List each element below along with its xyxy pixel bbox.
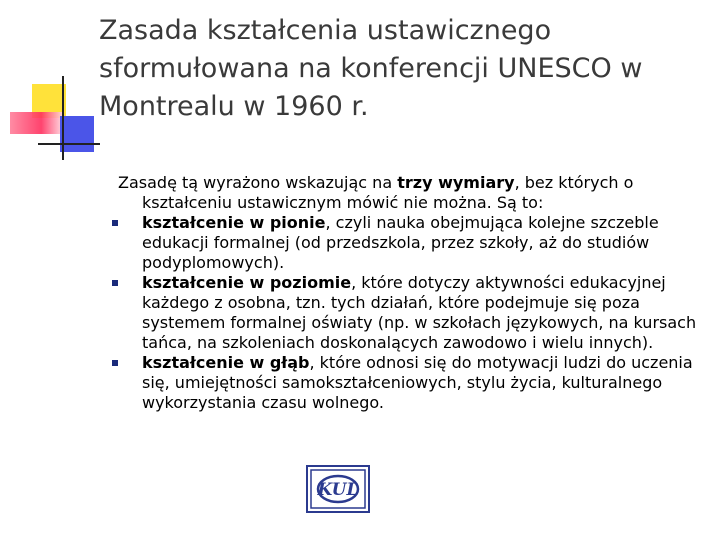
point-bold: kształcenie w poziomie	[142, 273, 352, 292]
point-text: , które dotyczy aktywności edukacyjnej każdego z osobna, tzn. tych działań, które podejmuje się poza systemem formalnej oświaty (np. w szkołach językowych, na kursach tańca, na szkoleniach doskonalących zawodowo i wielu innych).	[142, 273, 697, 352]
list-item	[118, 213, 708, 273]
intro-paragraph	[118, 173, 708, 213]
points-list	[118, 213, 708, 413]
point-text: , czyli nauka obejmująca kolejne szczeble edukacji formalnej (od przedszkola, przez szkoły, aż do studiów podyplomowych).	[142, 213, 659, 272]
slide-title: Zasada kształcenia ustawicznego sformułowana na konferencji UNESCO w Montrealu w 1960 r.	[99, 15, 643, 122]
decorative-corner-graphic	[0, 0, 110, 170]
square-bullet-icon	[112, 360, 118, 366]
intro-text-pre: Zasadę tą wyrażono wskazując na	[118, 173, 398, 192]
slide-body	[118, 173, 708, 413]
list-item	[118, 273, 708, 353]
blue-square	[60, 116, 94, 152]
list-item	[118, 353, 708, 413]
kul-logo	[306, 465, 370, 513]
point-bold: kształcenie w głąb	[142, 353, 310, 372]
square-bullet-icon	[112, 280, 118, 286]
kul-logo-icon	[306, 465, 370, 513]
svg-text:KUL: KUL	[317, 480, 359, 500]
point-bold: kształcenie w pionie	[142, 213, 326, 232]
vertical-line	[62, 76, 64, 160]
intro-bold: trzy wymiary	[397, 173, 515, 192]
horizontal-line	[38, 143, 100, 145]
point-text: , które odnosi się do motywacji ludzi do uczenia się, umiejętności samokształceniowych, stylu życia, kulturalnego wykorzystania czasu wolnego.	[142, 353, 693, 412]
intro-text-post: , bez których o kształceniu ustawicznym mówić nie można. Są to:	[142, 173, 634, 212]
red-bar	[10, 112, 62, 134]
square-bullet-icon	[112, 220, 118, 226]
